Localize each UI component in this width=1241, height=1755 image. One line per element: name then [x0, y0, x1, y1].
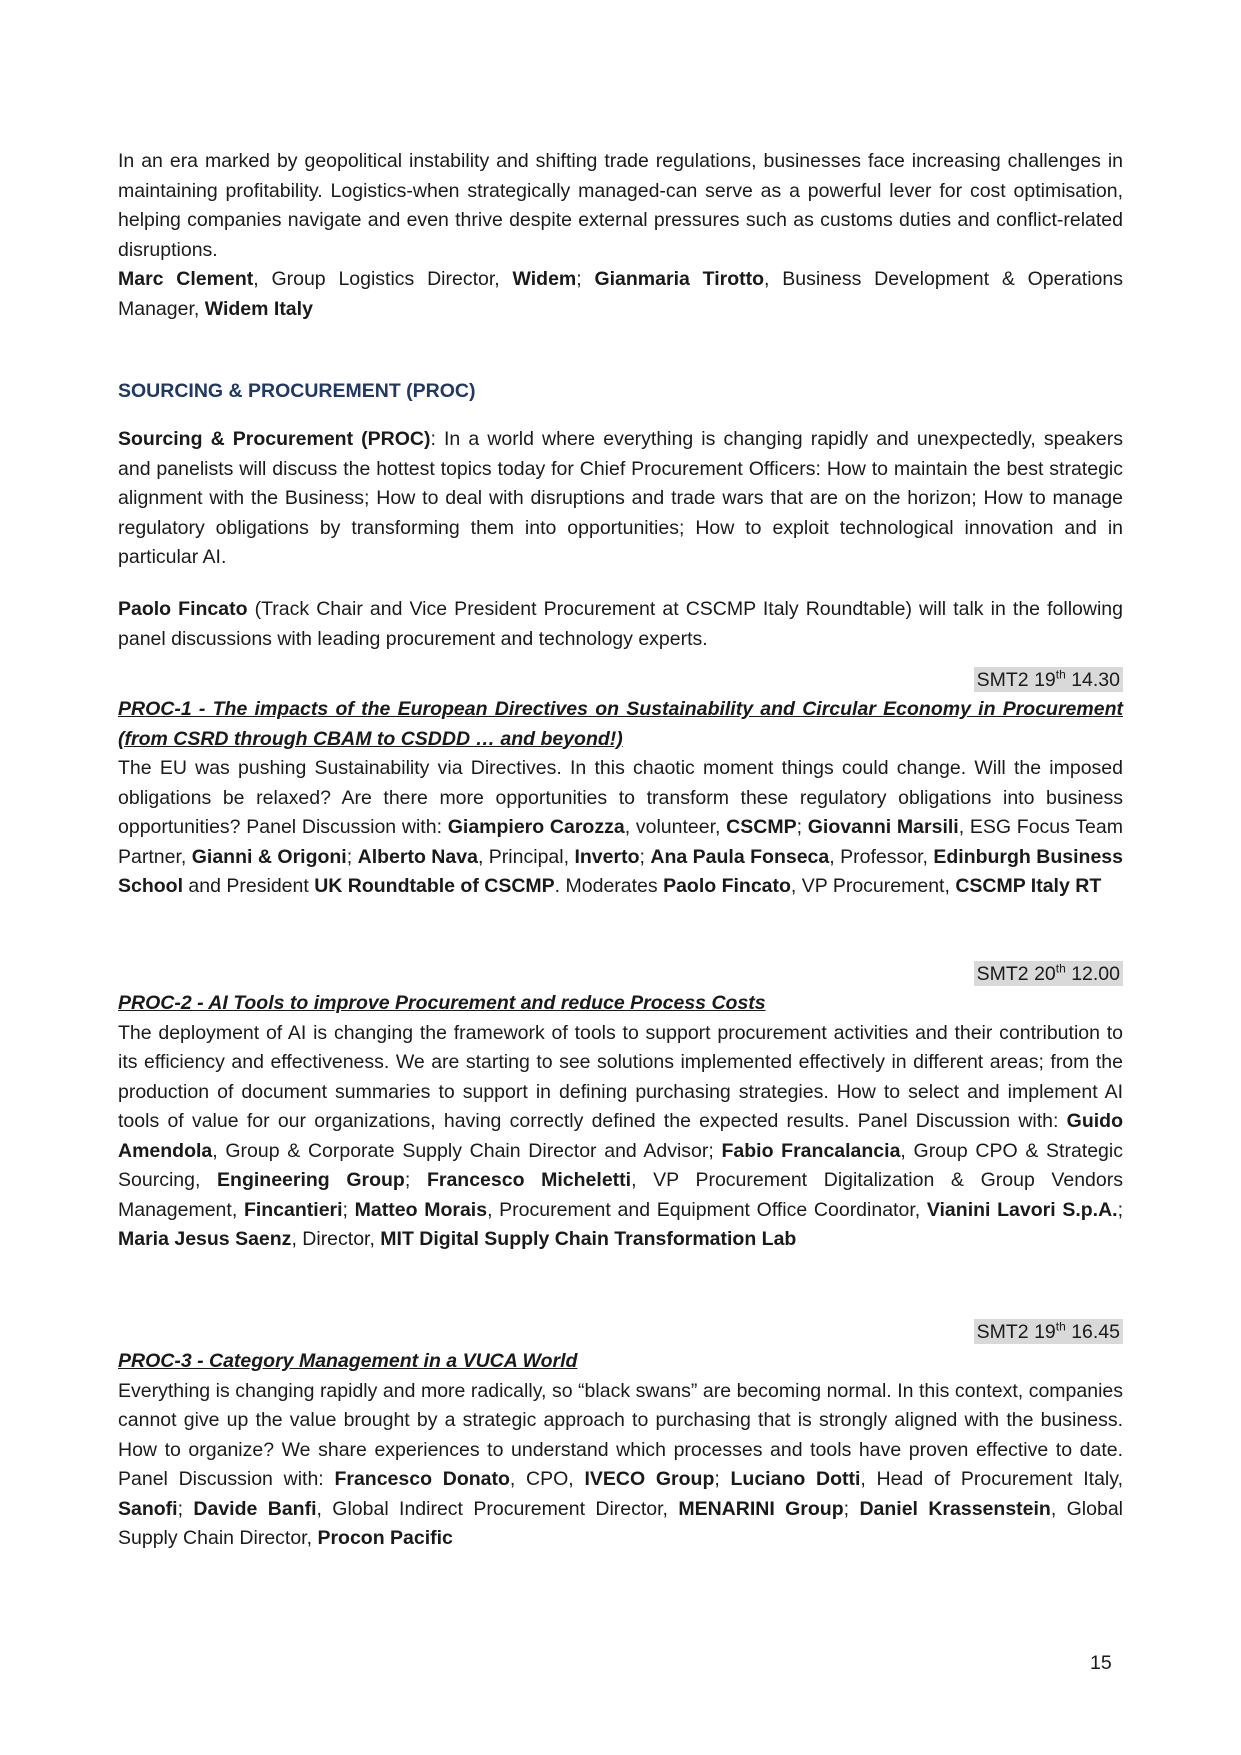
bold-run: IVECO Group	[584, 1468, 715, 1490]
bold-run: MIT Digital Supply Chain Transformation Lab	[380, 1228, 797, 1250]
session-proc-3	[118, 1318, 1123, 1554]
bold-run: Engineering Group	[217, 1169, 405, 1191]
bold-run: Fabio Francalancia	[721, 1139, 901, 1162]
bold-run: Matteo Morais	[354, 1198, 488, 1221]
bold-run: Procon Pacific	[317, 1527, 453, 1549]
time-badge: SMT2 20th 12.00	[974, 961, 1123, 986]
time-badge: SMT2 19th 16.45	[974, 1319, 1123, 1344]
session-proc-2	[118, 960, 1123, 1255]
session-time-stamp	[118, 1318, 1123, 1347]
session-description: Everything is changing rapidly and more radically, so “black swans” are becoming normal. In this context, companies cannot give up the value brought by a strategic approach to purchasing that is strongly aligned with the business. How to organize? We share experiences to understand which processes and tools have proven effective to date. Panel Discussion with: Francesco Donato, CPO, IVECO Group; Luciano Dotti, Head of Procurement Italy, Sanofi; Davide Banfi, Global Indirect Procurement Director, MENARINI Group; Daniel Krassenstein, Global Supply Chain Director, Procon Pacific	[118, 1379, 1123, 1549]
proc-overview-paragraph: Sourcing & Procurement (PROC): In a world where everything is changing rapidly and unexpectedly, speakers and panelists will discuss the hottest topics today for Chief Procurement Officers: How to maintain the best strategic alignment with the Business; How to deal with disruptions and trade wars that are on the horizon; How to manage regulatory obligations by transforming them into opportunities; How to exploit technological innovation and in particular AI.	[118, 428, 1123, 568]
bold-run: Fincantieri	[243, 1198, 343, 1221]
session-description: The deployment of AI is changing the framework of tools to support procurement activities and their contribution to its efficiency and effectiveness. We are starting to see solutions implemented effectively in different areas; from the production of document summaries to support in defining purchasing strategies. How to select and implement AI tools of value for our organizations, having correctly defined the expected results. Panel Discussion with: Guido Amendola, Group & Corporate Supply Chain Director and Advisor; Fabio Francalancia, Group CPO & Strategic Sourcing, Engineering Group; Francesco Micheletti, VP Procurement Digitalization & Group Vendors Management, Fincantieri; Matteo Morais, Procurement and Equipment Office Coordinator, Vianini Lavori S.p.A.; Maria Jesus Saenz, Director, MIT Digital Supply Chain Transformation Lab	[118, 1021, 1124, 1250]
proc-overview	[118, 425, 1123, 573]
bold-run: Maria Jesus Saenz	[118, 1228, 292, 1250]
session-title: PROC-3 - Category Management in a VUCA World	[118, 1350, 578, 1372]
bold-run: Sanofi	[118, 1497, 178, 1520]
intro-paragraph: In an era marked by geopolitical instability and shifting trade regulations, businesses face increasing challenges in maintaining profitability. Logistics-when strategically managed-can serve as a powerful lever for cost optimisation, helping companies navigate and even thrive despite external pressures such as customs duties and conflict-related disruptions.	[118, 150, 1123, 261]
proc-chair	[118, 595, 1123, 654]
bold-run: Ana Paula Fonseca	[650, 845, 830, 868]
bold-run: Gianni & Origoni	[191, 845, 347, 868]
bold-run: Marc Clement	[118, 268, 254, 290]
bold-run: Paolo Fincato	[118, 598, 248, 620]
bold-run: MENARINI Group	[678, 1497, 844, 1520]
bold-run: Davide Banfi	[193, 1497, 317, 1520]
page-number: 15	[1090, 1652, 1112, 1674]
bold-run: UK Roundtable of CSCMP	[314, 875, 555, 897]
bold-run: Paolo Fincato	[663, 875, 791, 897]
bold-run: Sourcing & Procurement (PROC)	[118, 428, 431, 450]
bold-run: Gianmaria Tirotto	[594, 268, 765, 290]
intro-block	[118, 147, 1123, 324]
proc-chair-paragraph: Paolo Fincato (Track Chair and Vice President Procurement at CSCMP Italy Roundtable) will talk in the following panel discussions with leading procurement and technology experts.	[118, 598, 1123, 650]
session-proc-1	[118, 666, 1123, 902]
session-description: The EU was pushing Sustainability via Directives. In this chaotic moment things could change. Will the imposed obligations be relaxed? Are there more opportunities to transform these regulatory obligations into business opportunities? Panel Discussion with: Giampiero Carozza, volunteer, CSCMP; Giovanni Marsili, ESG Focus Team Partner, Gianni & Origoni; Alberto Nava, Principal, Inverto; Ana Paula Fonseca, Professor, Edinburgh Business School and President UK Roundtable of CSCMP. Moderates Paolo Fincato, VP Procurement, CSCMP Italy RT	[118, 757, 1123, 897]
bold-run: CSCMP	[726, 816, 797, 838]
bold-run: Giovanni Marsili	[807, 816, 959, 838]
bold-run: Giampiero Carozza	[447, 816, 625, 838]
bold-run: Daniel Krassenstein	[859, 1497, 1051, 1520]
bold-run: Widem Italy	[204, 297, 313, 320]
bold-run: CSCMP Italy RT	[955, 875, 1102, 897]
time-badge: SMT2 19th 14.30	[974, 667, 1123, 692]
session-title: PROC-1 - The impacts of the European Directives on Sustainability and Circular Economy in Procurement (from CSRD through CBAM to CSDDD … and beyond!)	[118, 698, 1123, 750]
session-time-stamp	[118, 666, 1123, 695]
bold-run: Guido Amendola	[118, 1110, 1123, 1162]
bold-run: Inverto	[574, 845, 640, 868]
session-title: PROC-2 - AI Tools to improve Procurement and reduce Process Costs	[118, 992, 766, 1014]
bold-run: Vianini Lavori S.p.A.	[926, 1198, 1118, 1221]
bold-run: Francesco Donato	[334, 1468, 510, 1490]
intro-speakers: Marc Clement, Group Logistics Director, Widem; Gianmaria Tirotto, Business Development & Operations Manager, Widem Italy	[118, 268, 1123, 320]
bold-run: Luciano Dotti	[730, 1468, 861, 1490]
bold-run: Alberto Nava	[357, 845, 478, 868]
bold-run: Widem	[512, 268, 577, 290]
section-heading: SOURCING & PROCUREMENT (PROC)	[118, 380, 476, 402]
bold-run: Edinburgh Business School	[118, 845, 1123, 897]
bold-run: Francesco Micheletti	[426, 1169, 632, 1191]
session-time-stamp	[118, 960, 1123, 989]
